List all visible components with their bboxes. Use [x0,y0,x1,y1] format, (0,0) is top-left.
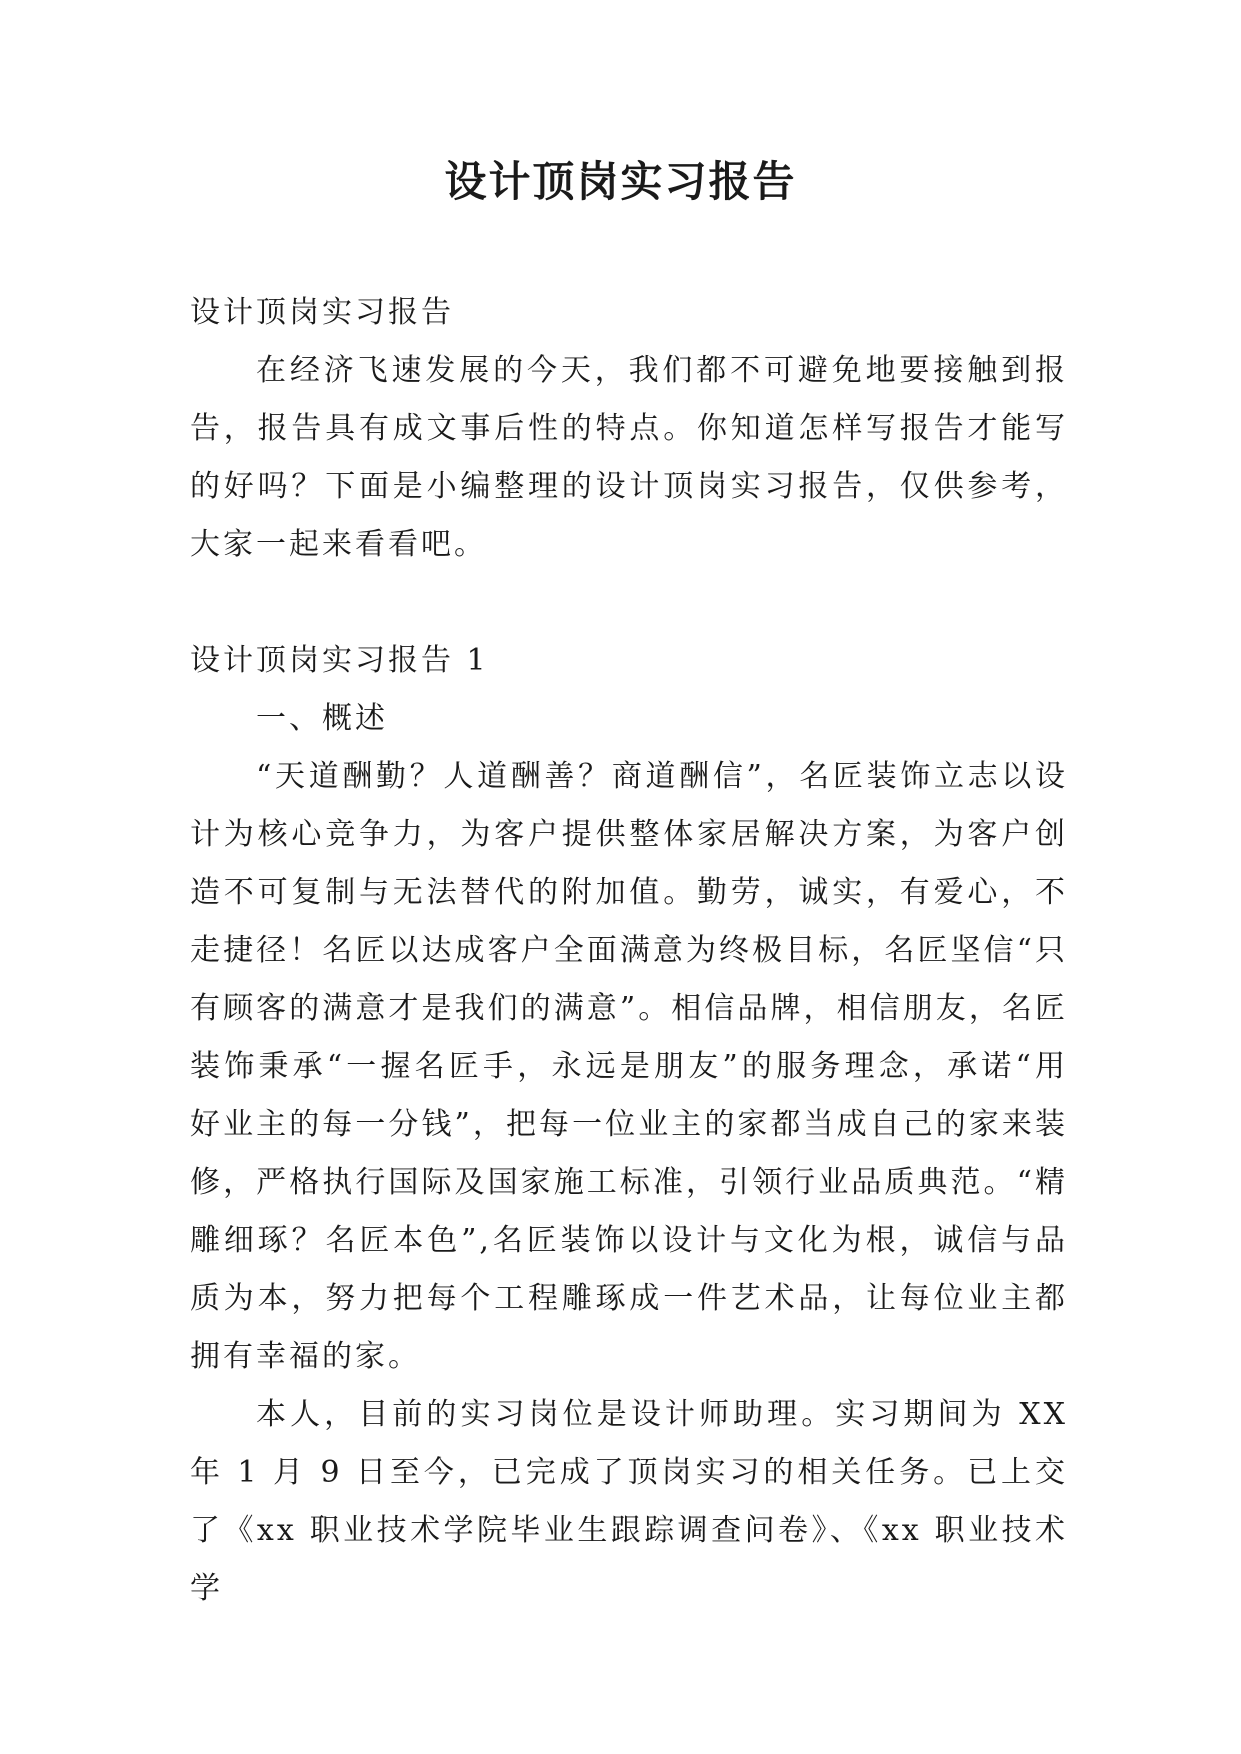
subtitle-paragraph: 设计顶岗实习报告 [190,295,454,330]
section-heading: 设计顶岗实习报告 1 [190,643,489,678]
document-body [190,284,1068,1618]
document-title: 设计顶岗实习报告 [444,157,797,206]
body-paragraph: “天道酬勤？人道酬善？商道酬信”，名匠装饰立志以设计为核心竞争力，为客户提供整体家居解决方案，为客户创造不可复制与无法替代的附加值。勤劳，诚实，有爱心，不走捷径！名匠以达成客户全面满意为终极目标，名匠坚信“只有顾客的满意才是我们的满意”。相信品牌，相信朋友，名匠装饰秉承“一握名匠手，永远是朋友”的服务理念，承诺“用好业主的每一分钱”，把每一位业主的家都当成自己的家来装修，严格执行国际及国家施工标准，引领行业品质典范。“精雕细琢？名匠本色”,名匠装饰以设计与文化为根，诚信与品质为本，努力把每个工程雕琢成一件艺术品，让每位业主都拥有幸福的家。 [190,759,1068,1374]
subsection-heading: 一、概述 [256,701,388,736]
intro-paragraph: 在经济飞速发展的今天，我们都不可避免地要接触到报告，报告具有成文事后性的特点。你知道怎样写报告才能写的好吗？下面是小编整理的设计顶岗实习报告，仅供参考，大家一起来看看吧。 [190,353,1068,562]
body-paragraph: 本人，目前的实习岗位是设计师助理。实习期间为 XX 年 1 月 9 日至今，已完成了顶岗实习的相关任务。已上交了《xx 职业技术学院毕业生跟踪调查问卷》、《xx 职业技术学 [190,1397,1068,1606]
